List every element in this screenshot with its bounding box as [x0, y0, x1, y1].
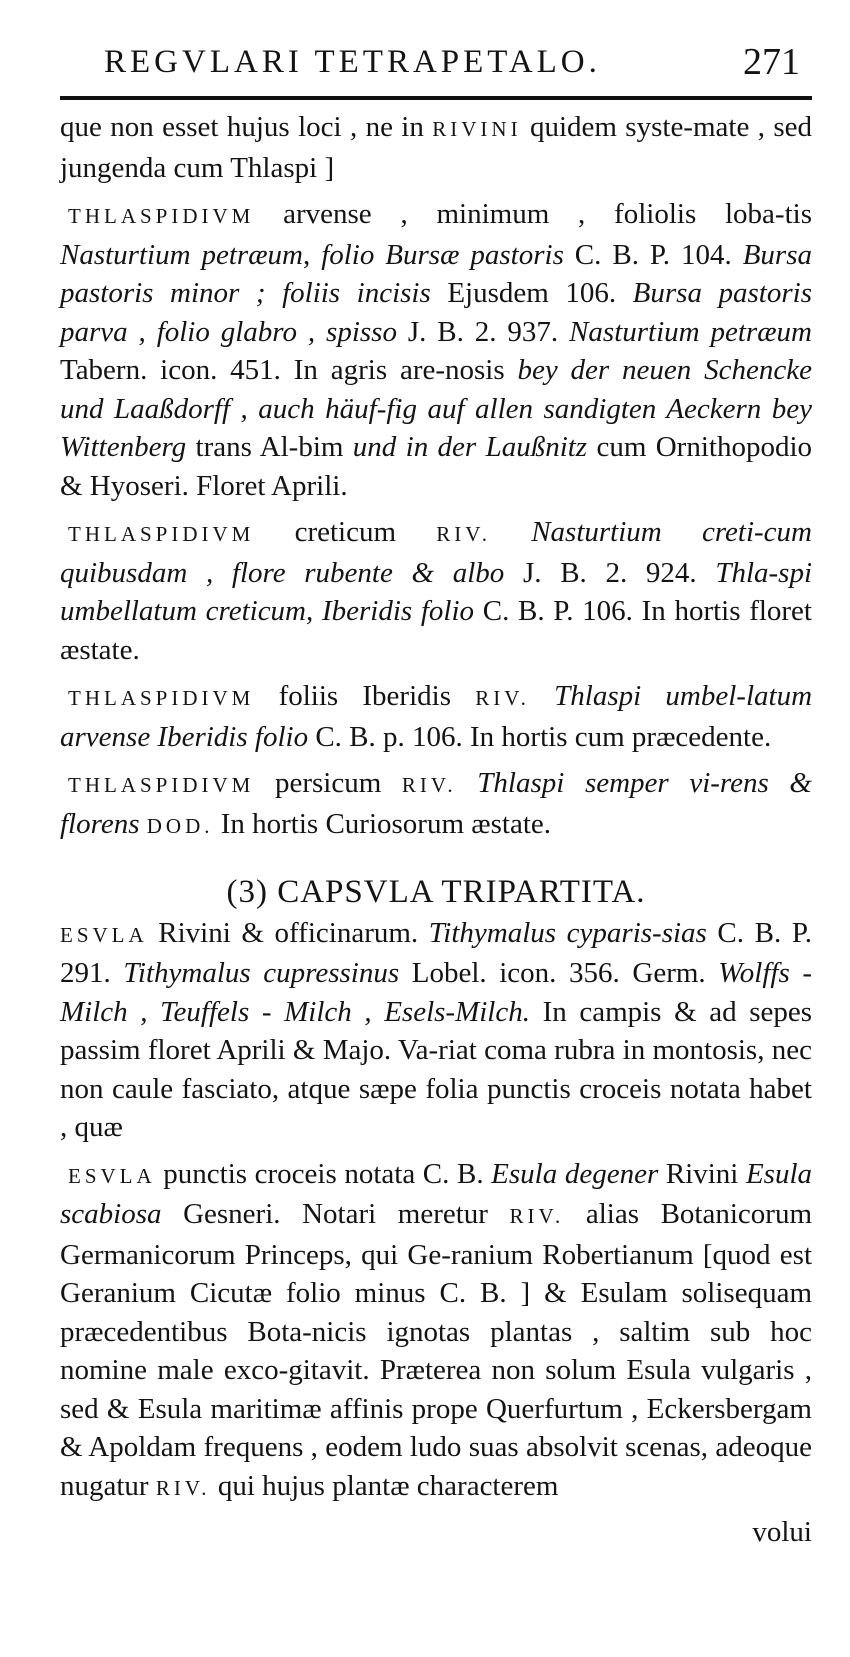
paragraphs-before-heading	[60, 108, 812, 845]
text-run: quidem syste-mate , sed jungenda cum Thlaspi ]	[60, 111, 812, 184]
text-run: J. B. 2. 924.	[504, 556, 716, 589]
paragraph	[60, 914, 812, 1147]
text-run: punctis croceis notata C. B.	[155, 1157, 492, 1190]
text-run	[139, 808, 146, 840]
page-number: 271	[743, 41, 800, 83]
text-run: J. B. 2. 937.	[396, 315, 570, 348]
italic-run: Bursa pastoris parva , folio glabro , spisso	[60, 277, 812, 348]
paragraph	[60, 195, 812, 505]
smallcaps-run: THLASPIDIVM	[68, 773, 255, 797]
paragraph	[60, 1155, 812, 1508]
text-run: foliis Iberidis	[254, 680, 476, 712]
smallcaps-run: ESVLA	[68, 1163, 156, 1188]
text-run	[491, 516, 531, 548]
smallcaps-run: THLASPIDIVM	[68, 522, 255, 546]
text-run: C. B. p. 106. In hortis cum præcedente.	[308, 720, 772, 753]
text-run: alias Botanicorum Germanicorum Princeps, qui Ge-ranium Robertianum [quod est Geranium Cicutæ folio minus C. B. ] & Esulam solisequam præcedentibus Bota-nicis ignotas plantas , saltim sub hoc nomine male exco-gitavit. Præterea non solum Esula vulgaris , sed & Esula maritimæ affinis prope Querfurtum , Eckersbergam & Apoldam frequens , eodem ludo suas absolvit scenas, adeoque nugatur	[60, 1198, 812, 1502]
italic-run: Thlaspi umbel-latum arvense Iberidis folio	[60, 680, 813, 753]
text-run: In campis & ad sepes passim floret Aprili & Majo. Va-riat coma rubra in montosis, nec non caule fasciato, atque sæpe folia punctis croceis notata habet , quæ	[60, 995, 813, 1143]
text-run: C. B. P. 106. In hortis floret æstate.	[60, 595, 812, 666]
text-run: Lobel. icon. 356. Germ.	[399, 957, 719, 989]
italic-run: Thlaspi semper vi-rens & florens	[60, 767, 812, 840]
text-run: Rivini & officinarum.	[147, 916, 429, 949]
italic-run: Tithymalus cyparis-sias	[428, 916, 707, 949]
text-run: trans Al-bim	[186, 431, 353, 463]
text-run: Tabern. icon. 451. In agris are-nosis	[60, 354, 518, 386]
text-run: Ejusdem 106.	[430, 277, 633, 309]
header-rule	[60, 96, 812, 100]
smallcaps-run: DOD.	[146, 813, 214, 838]
catchword: volui	[752, 1516, 812, 1548]
paragraphs-after-heading	[60, 914, 812, 1508]
text-run: creticum	[254, 516, 437, 548]
paragraph	[60, 108, 812, 187]
italic-run: Bursa pastoris minor ; foliis incisis	[60, 238, 812, 309]
italic-run: folio Bursæ pastoris	[321, 238, 564, 271]
paragraph	[60, 513, 812, 669]
running-title: REGVLARI TETRAPETALO.	[104, 44, 601, 80]
paragraph	[60, 677, 812, 756]
text-run: que non esset hujus loci , ne in	[60, 111, 433, 143]
smallcaps-run: RIVINI	[432, 117, 522, 141]
smallcaps-run: ESVLA	[60, 922, 148, 947]
italic-run: und in der Laußnitz	[352, 431, 588, 463]
paragraph	[60, 764, 812, 845]
italic-run: Nasturtium petræum	[569, 315, 812, 348]
text-run: In hortis Curiosorum æstate.	[213, 807, 551, 840]
text-run: persicum	[254, 767, 402, 799]
italic-run: Esula scabiosa	[60, 1157, 812, 1230]
italic-run: bey der neuen Schencke und Laaßdorff , auch häuf-fig auf allen sandigten Aeckern bey Wittenberg	[60, 354, 812, 463]
text-run: arvense , minimum , foliolis loba-tis	[254, 198, 812, 230]
italic-run: Wolffs - Milch , Teuffels - Milch , Esels-Milch.	[60, 957, 812, 1028]
text-run: Rivini	[658, 1157, 746, 1190]
section-heading: (3) CAPSVLA TRIPARTITA.	[226, 874, 646, 910]
smallcaps-run: THLASPIDIVM	[68, 686, 255, 710]
text-run: qui hujus plantæ characterem	[210, 1469, 559, 1502]
text-run: Gesneri. Notari meretur	[161, 1198, 510, 1230]
italic-run: Thla-spi umbellatum creticum, Iberidis folio	[60, 556, 812, 627]
italic-run: Esula degener	[491, 1157, 659, 1190]
page-header	[104, 40, 800, 90]
text-run: ,	[302, 238, 322, 271]
text-run: C. B. P. 104.	[563, 238, 743, 271]
smallcaps-run: RIV.	[509, 1204, 565, 1228]
italic-run: Nasturtium creti-cum quibusdam , flore rubente & albo	[60, 516, 812, 589]
text-run: C. B. P. 291.	[60, 916, 812, 989]
smallcaps-run: RIV.	[401, 773, 457, 797]
text-run: cum Ornithopodio & Hyoseri. Floret Aprili.	[60, 431, 813, 502]
smallcaps-run: RIV.	[155, 1475, 211, 1500]
smallcaps-run: RIV.	[436, 522, 491, 546]
text-run	[457, 767, 478, 799]
page-body	[60, 108, 812, 1560]
italic-run: Nasturtium petræum	[60, 238, 303, 271]
smallcaps-run: THLASPIDIVM	[68, 204, 255, 228]
smallcaps-run: RIV.	[475, 686, 530, 710]
text-run	[530, 680, 554, 712]
italic-run: Tithymalus cupressinus	[123, 957, 400, 989]
